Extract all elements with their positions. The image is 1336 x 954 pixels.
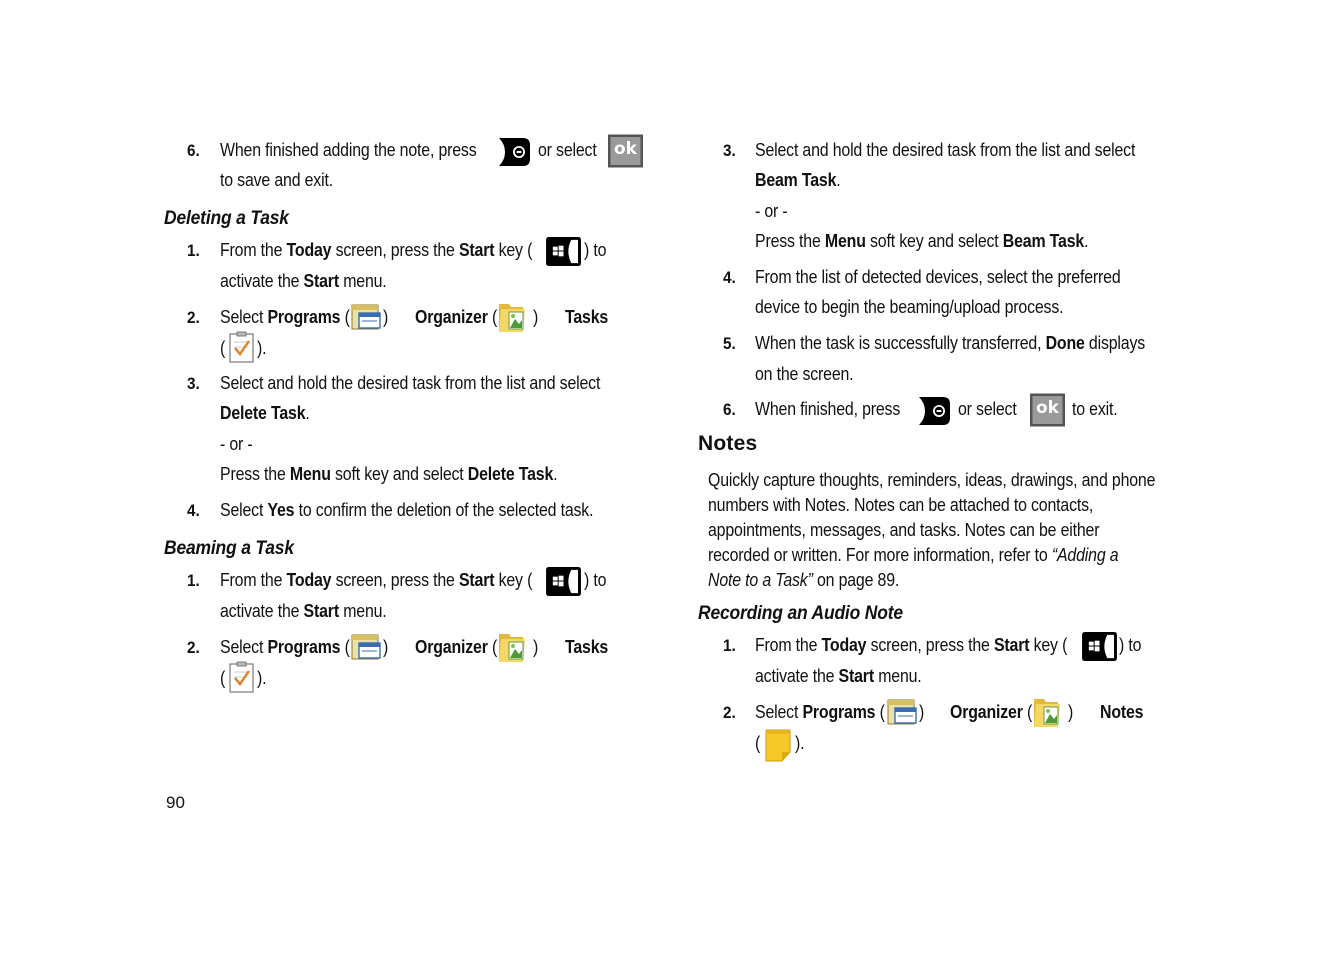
step-number: 2. xyxy=(187,308,200,327)
step-number: 4. xyxy=(187,501,200,520)
step-text: Select Yes to confirm the deletion of the selected task. xyxy=(220,499,594,520)
step-number: 6. xyxy=(723,400,736,419)
step-text: Organizer ( xyxy=(950,701,1033,722)
paragraph-line: Quickly capture thoughts, reminders, ideas, drawings, and phone xyxy=(708,469,1156,490)
step-text: Tasks xyxy=(565,306,609,327)
step-number: 1. xyxy=(187,571,200,590)
step-text: Organizer ( xyxy=(415,306,498,327)
step-text: ) xyxy=(533,636,539,657)
step-number: 3. xyxy=(187,374,200,393)
step-text: ) to xyxy=(584,569,607,590)
step-text: or select xyxy=(958,398,1017,419)
step-text: ) xyxy=(533,306,539,327)
step-text: When the task is successfully transferred, Done displays xyxy=(755,332,1146,353)
page-number: 90 xyxy=(166,793,185,812)
step-text: Delete Task. xyxy=(220,402,310,423)
start-key-icon xyxy=(1081,631,1118,662)
step-text: ( xyxy=(755,732,761,753)
start-key-icon xyxy=(545,236,582,267)
step-text: ( xyxy=(220,337,226,358)
paragraph-line: numbers with Notes. Notes can be attached to contacts, xyxy=(708,494,1094,515)
step-text: Select Programs ( xyxy=(220,306,350,327)
step-text: ) to xyxy=(584,239,607,260)
step-text: Beam Task. xyxy=(755,169,841,190)
step-text: ). xyxy=(257,667,267,688)
step-text: ) xyxy=(1068,701,1074,722)
paragraph-line: recorded or written. For more information, refer to “Adding a xyxy=(708,544,1119,565)
step-number: 2. xyxy=(723,703,736,722)
section-heading-beaming: Beaming a Task xyxy=(164,538,294,559)
step-text: activate the Start menu. xyxy=(220,600,387,621)
step-text: activate the Start menu. xyxy=(220,270,387,291)
step-text: Tasks xyxy=(565,636,609,657)
step-text: ) to xyxy=(1119,634,1142,655)
step-number: 2. xyxy=(187,638,200,657)
step-text: ) xyxy=(383,636,389,657)
programs-icon xyxy=(350,301,382,331)
section-heading-notes: Notes xyxy=(698,432,758,455)
step-number: 5. xyxy=(723,334,736,353)
step-text: From the Today screen, press the Start key ( xyxy=(220,569,533,590)
step-number: 6. xyxy=(187,141,200,160)
step-text: When finished, press xyxy=(755,398,901,419)
step-text: Select and hold the desired task from the list and select xyxy=(220,372,601,393)
step-text: From the list of detected devices, select the preferred xyxy=(755,266,1121,287)
step-text: to save and exit. xyxy=(220,169,333,190)
step-text: From the Today screen, press the Start key ( xyxy=(220,239,533,260)
step-text: Press the Menu soft key and select Beam Task. xyxy=(755,230,1089,251)
paragraph-line: Note to a Task” on page 89. xyxy=(708,569,900,590)
step-number: 3. xyxy=(723,141,736,160)
step-number: 1. xyxy=(187,241,200,260)
step-text: Press the Menu soft key and select Delete Task. xyxy=(220,463,558,484)
step-text: or select xyxy=(538,139,597,160)
start-key-icon xyxy=(545,566,582,597)
programs-icon xyxy=(886,696,918,726)
organizer-icon xyxy=(497,298,529,334)
section-heading-deleting: Deleting a Task xyxy=(164,208,289,229)
section-heading-recording: Recording an Audio Note xyxy=(698,603,903,624)
ok-icon: ok xyxy=(607,134,644,168)
end-key-icon xyxy=(917,395,951,427)
organizer-icon xyxy=(1032,693,1064,729)
organizer-icon xyxy=(497,628,529,664)
step-text: activate the Start menu. xyxy=(755,665,922,686)
step-text: Organizer ( xyxy=(415,636,498,657)
step-text: ). xyxy=(795,732,805,753)
step-text: Select Programs ( xyxy=(755,701,885,722)
step-text: ). xyxy=(257,337,267,358)
end-key-icon xyxy=(497,136,531,168)
step-text: ) xyxy=(383,306,389,327)
paragraph-line: appointments, messages, and tasks. Notes can be either xyxy=(708,519,1100,540)
ok-icon: ok xyxy=(1029,393,1066,427)
step-text: - or - xyxy=(220,433,253,454)
step-text: From the Today screen, press the Start key ( xyxy=(755,634,1068,655)
step-text: - or - xyxy=(755,200,788,221)
step-text: device to begin the beaming/upload process. xyxy=(755,296,1064,317)
step-text: to exit. xyxy=(1072,398,1118,419)
step-text: on the screen. xyxy=(755,363,854,384)
step-text: Select and hold the desired task from the list and select xyxy=(755,139,1136,160)
step-number: 4. xyxy=(723,268,736,287)
step-text: Select Programs ( xyxy=(220,636,350,657)
step-text: Notes xyxy=(1100,701,1144,722)
step-text: ( xyxy=(220,667,226,688)
notes-icon xyxy=(763,726,793,762)
step-text: ) xyxy=(919,701,925,722)
tasks-icon xyxy=(227,660,257,694)
step-number: 1. xyxy=(723,636,736,655)
programs-icon xyxy=(350,631,382,661)
tasks-icon xyxy=(227,330,257,364)
step-text: When finished adding the note, press xyxy=(220,139,477,160)
